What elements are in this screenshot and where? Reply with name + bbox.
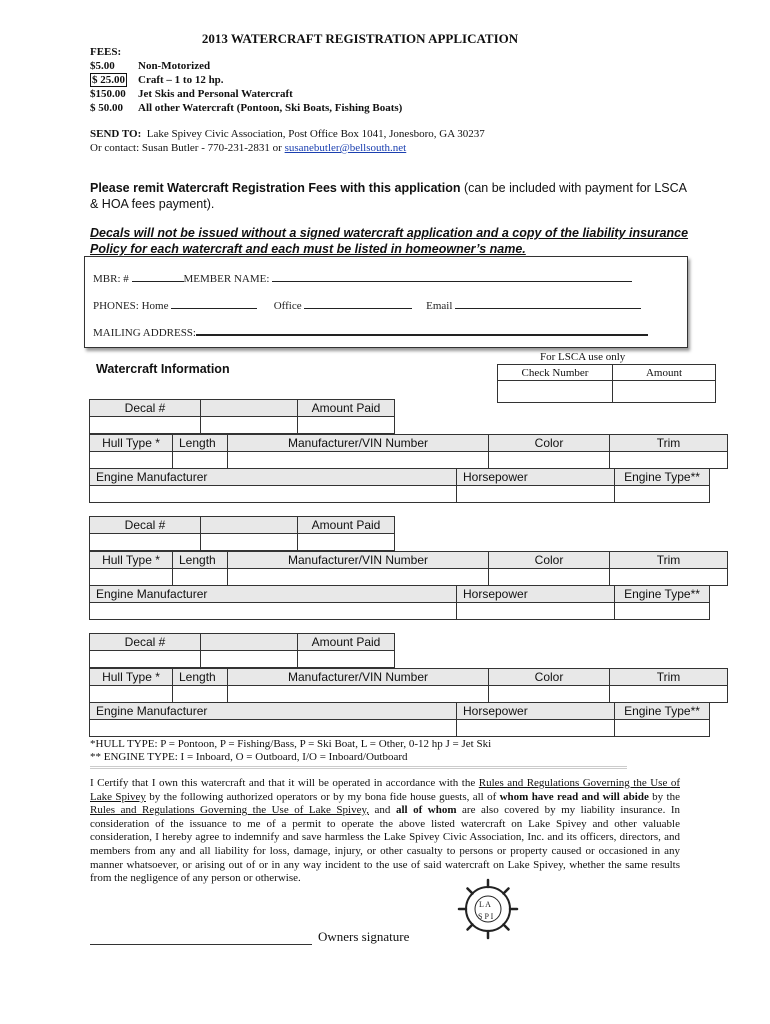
fee-desc: Craft – 1 to 12 hp. — [138, 74, 224, 86]
engine-table-3 — [89, 702, 710, 737]
check-number-cell[interactable] — [498, 381, 613, 403]
fee-row — [90, 101, 402, 115]
amount-paid-cell[interactable] — [298, 417, 395, 434]
fee-amount: $ 50.00 — [90, 102, 123, 114]
color-header: Color — [489, 552, 610, 569]
amount-paid-header: Amount Paid — [298, 400, 395, 417]
horsepower-cell[interactable] — [457, 603, 615, 620]
engine-manufacturer-header: Engine Manufacturer — [90, 586, 457, 603]
color-cell[interactable] — [489, 569, 610, 586]
engine-type-header: Engine Type** — [615, 469, 710, 486]
horsepower-header: Horsepower — [457, 586, 615, 603]
decal-header: Decal # — [90, 634, 201, 651]
engine-type-header: Engine Type** — [615, 703, 710, 720]
cert-part: I Certify that I own this watercraft and that it will be operated in accordance with the — [90, 777, 479, 789]
hull-table-1 — [89, 434, 728, 469]
length-cell[interactable] — [173, 686, 228, 703]
hull-type-note: *HULL TYPE: P = Pontoon, P = Fishing/Bass, P = Ski Boat, L = Other, 0-12 hp J = Jet Ski — [90, 738, 492, 750]
fee-amount: $150.00 — [90, 88, 126, 100]
engine-type-cell[interactable] — [615, 486, 710, 503]
amount-cell[interactable] — [613, 381, 716, 403]
engine-manufacturer-header: Engine Manufacturer — [90, 469, 457, 486]
decal-cell[interactable] — [90, 417, 201, 434]
signature-line[interactable] — [90, 944, 312, 945]
phone-office-label: Office — [273, 300, 302, 312]
type-notes — [90, 738, 491, 764]
manufacturer-header: Manufacturer/VIN Number — [228, 435, 489, 452]
engine-type-note: ** ENGINE TYPE: I = Inboard, O = Outboard, I/O = Inboard/Outboard — [90, 751, 408, 763]
mailing-address-label: MAILING ADDRESS: — [93, 327, 196, 339]
decal-table-3 — [89, 633, 395, 668]
engine-type-header: Engine Type** — [615, 586, 710, 603]
manufacturer-cell[interactable] — [228, 452, 489, 469]
engine-type-cell[interactable] — [615, 720, 710, 737]
engine-table-1 — [89, 468, 710, 503]
hull-table-3 — [89, 668, 728, 703]
contact-text: Or contact: Susan Butler - 770-231-2831 or — [90, 142, 282, 154]
trim-header: Trim — [610, 552, 728, 569]
owners-signature-label: Owners signature — [318, 929, 410, 944]
hull-type-cell[interactable] — [90, 569, 173, 586]
send-to-section — [90, 127, 485, 155]
lsca-table — [497, 364, 716, 403]
member-name-label: MEMBER NAME: — [183, 273, 270, 285]
cert-part: are also covered by my liability insurance. In consideration of the issuance to me of a permit to operate the above listed watercraft on Lake Spivey and other valuable consideration, I hereby agree to indemnify and save harmless the Lake Spivey Civic Association, Inc. and its officers, directors, and members from any and all liability for loss, damage, injury, or other casualty to persons or property caused or occasioned in any manner whatsoever, or arising out of or in any way incident to the use of said watercraft on Lake Spivey, whether the same results from the negligence of any person or otherwise. — [90, 804, 681, 885]
color-header: Color — [489, 669, 610, 686]
remit-bold: Please remit Watercraft Registration Fees with this application — [90, 181, 461, 195]
member-name-field[interactable] — [272, 271, 632, 282]
decal-header: Decal # — [90, 400, 201, 417]
engine-table-2 — [89, 585, 710, 620]
fee-row — [90, 73, 402, 87]
length-header: Length — [173, 435, 228, 452]
mbr-number-field[interactable] — [132, 271, 184, 282]
engine-manufacturer-cell[interactable] — [90, 720, 457, 737]
fee-amount: $ 25.00 — [92, 74, 125, 86]
color-header: Color — [489, 435, 610, 452]
watercraft-info-title: Watercraft Information — [96, 362, 230, 376]
manufacturer-cell[interactable] — [228, 686, 489, 703]
cert-part: by the following authorized operators or by my bona fide house guests, all of — [145, 790, 500, 803]
fees-section — [90, 45, 402, 115]
length-cell[interactable] — [173, 569, 228, 586]
phone-home-label: PHONES: Home — [93, 300, 169, 312]
cert-part: and — [369, 804, 396, 817]
contact-email-link[interactable]: susanebutler@bellsouth.net — [284, 142, 407, 154]
cert-bold: all of whom — [395, 804, 457, 817]
length-header: Length — [173, 552, 228, 569]
color-cell[interactable] — [489, 452, 610, 469]
horsepower-cell[interactable] — [457, 486, 615, 503]
send-to-address: Lake Spivey Civic Association, Post Office Box 1041, Jonesboro, GA 30237 — [146, 128, 485, 140]
fee-row — [90, 87, 402, 101]
trim-header: Trim — [610, 435, 728, 452]
divider — [90, 766, 627, 769]
fees-label: FEES: — [90, 46, 122, 58]
fee-desc: All other Watercraft (Pontoon, Ski Boats, Fishing Boats) — [138, 102, 403, 114]
rules-reference: Rules and Regulations Governing the Use of Lake Spivey, — [90, 804, 370, 817]
lake-spivey-logo — [456, 877, 520, 946]
decal-cell[interactable] — [90, 651, 201, 668]
lsca-use-note: For LSCA use only — [540, 351, 626, 363]
decal-table-2 — [89, 516, 395, 551]
trim-header: Trim — [610, 669, 728, 686]
rules-reference: Rules and Regulations Governing the Use of Lake Spivey — [90, 777, 680, 803]
engine-manufacturer-header: Engine Manufacturer — [90, 703, 457, 720]
hull-type-cell[interactable] — [90, 686, 173, 703]
hull-type-cell[interactable] — [90, 452, 173, 469]
form-title: 2013 WATERCRAFT REGISTRATION APPLICATION — [201, 31, 519, 46]
trim-cell[interactable] — [610, 686, 728, 703]
mailing-address-field[interactable] — [196, 324, 648, 336]
length-cell[interactable] — [173, 452, 228, 469]
fee-desc: Non-Motorized — [138, 60, 211, 72]
hull-table-2 — [89, 551, 728, 586]
cert-bold: whom have read and will abide — [499, 790, 649, 803]
horsepower-header: Horsepower — [457, 469, 615, 486]
decal-header: Decal # — [90, 517, 201, 534]
manufacturer-header: Manufacturer/VIN Number — [228, 552, 489, 569]
phone-office-field[interactable] — [304, 298, 412, 309]
manufacturer-header: Manufacturer/VIN Number — [228, 669, 489, 686]
remit-instructions — [90, 180, 690, 212]
send-to-label: SEND TO: — [90, 128, 142, 140]
check-number-header: Check Number — [498, 365, 613, 381]
engine-manufacturer-cell[interactable] — [90, 486, 457, 503]
length-header: Length — [173, 669, 228, 686]
engine-manufacturer-cell[interactable] — [90, 603, 457, 620]
amount-paid-cell[interactable] — [298, 651, 395, 668]
amount-paid-header: Amount Paid — [298, 634, 395, 651]
horsepower-header: Horsepower — [457, 703, 615, 720]
email-field[interactable] — [455, 298, 641, 309]
cert-part: by the — [648, 790, 680, 803]
trim-cell[interactable] — [610, 452, 728, 469]
mbr-label: MBR: # — [93, 273, 129, 285]
decal-warning: Decals will not be issued without a signed watercraft application and a copy of the liability insurance Policy for each watercraft and each must be listed in homeowner’s name. — [90, 226, 689, 256]
fee-amount: $5.00 — [90, 60, 115, 72]
amount-paid-cell[interactable] — [298, 534, 395, 551]
hull-type-header: Hull Type * — [90, 552, 173, 569]
horsepower-cell[interactable] — [457, 720, 615, 737]
decal-cell[interactable] — [90, 534, 201, 551]
email-label: Email — [426, 300, 453, 312]
trim-cell[interactable] — [610, 569, 728, 586]
fee-desc: Jet Skis and Personal Watercraft — [138, 88, 293, 100]
certification-text — [90, 777, 680, 886]
hull-type-header: Hull Type * — [90, 669, 173, 686]
hull-type-header: Hull Type * — [90, 435, 173, 452]
amount-paid-header: Amount Paid — [298, 517, 395, 534]
manufacturer-cell[interactable] — [228, 569, 489, 586]
remit-rest: (can be included with payment for LSCA & HOA fees payment). — [90, 181, 687, 211]
amount-header: Amount — [613, 365, 716, 381]
svg-text:L A: L A — [479, 900, 491, 909]
decal-table-1 — [89, 399, 395, 434]
svg-text:S P I: S P I — [478, 912, 494, 921]
phone-home-field[interactable] — [171, 298, 257, 309]
engine-type-cell[interactable] — [615, 603, 710, 620]
fee-row — [90, 59, 402, 73]
member-info-box — [84, 256, 688, 348]
color-cell[interactable] — [489, 686, 610, 703]
